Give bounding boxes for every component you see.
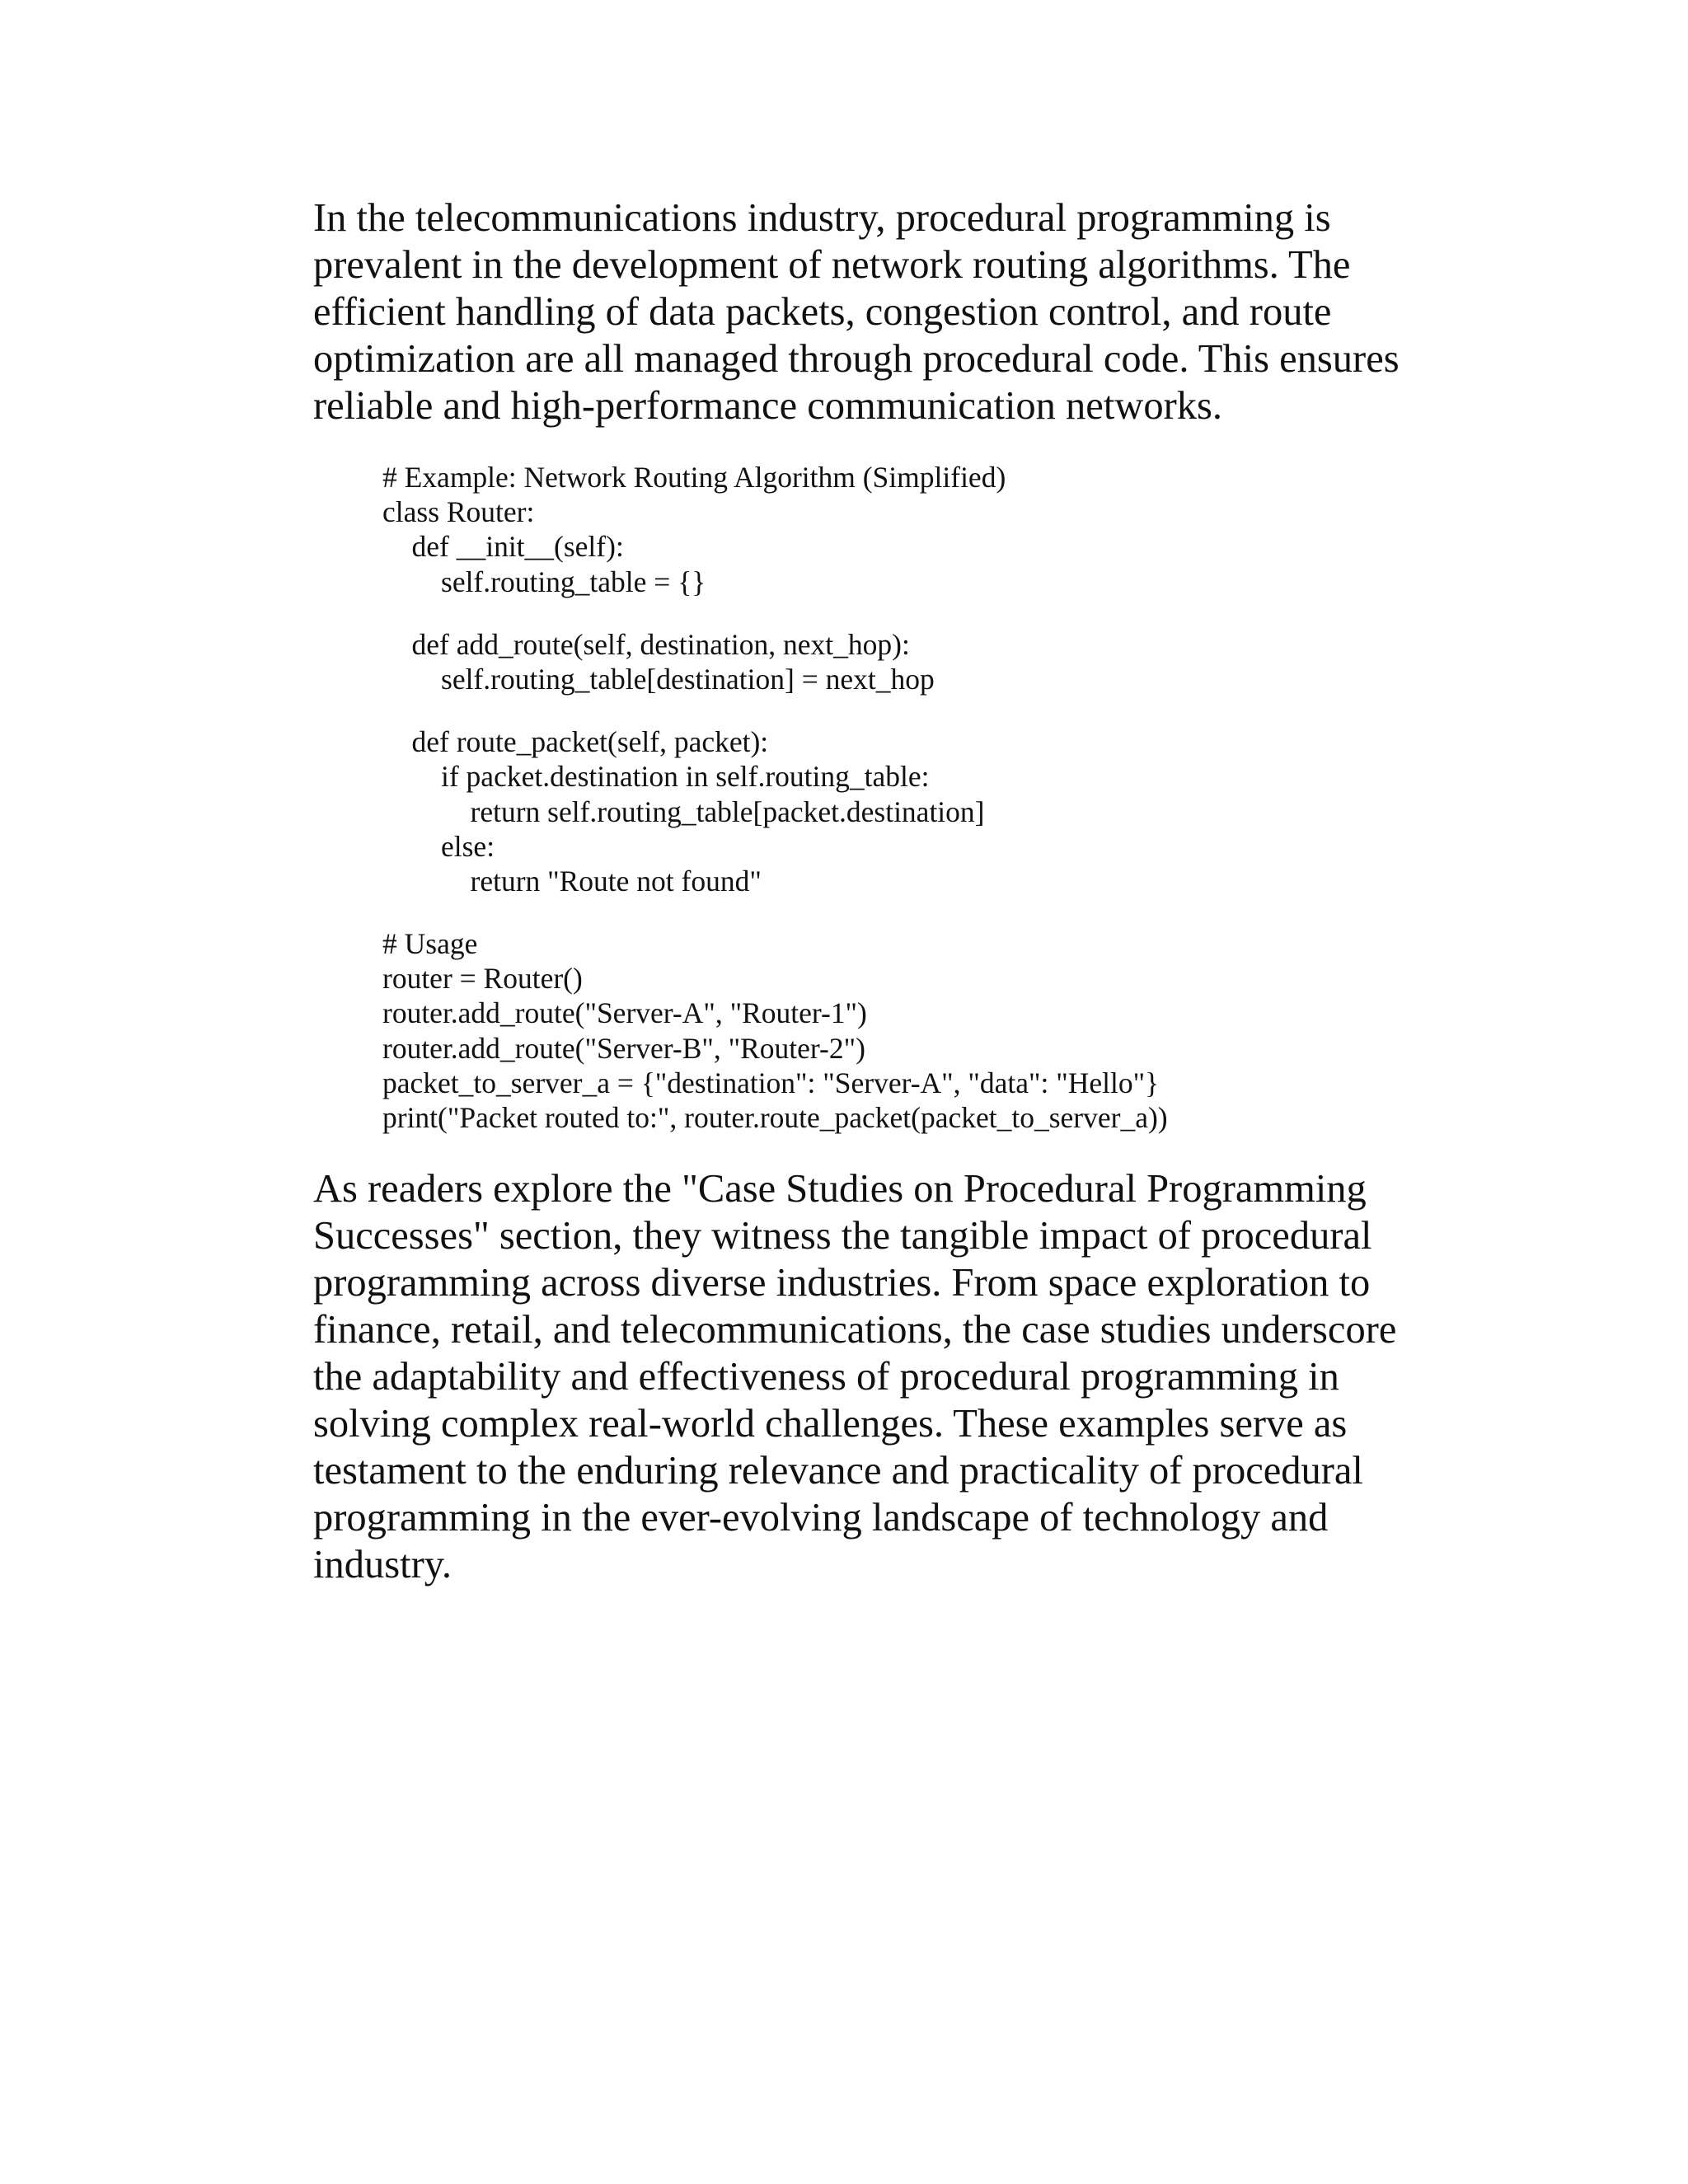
code-line: if packet.destination in self.routing_table: — [382, 760, 930, 794]
code-line: return "Route not found" — [382, 864, 762, 898]
code-example — [382, 460, 1289, 1135]
code-line: else: — [382, 829, 495, 863]
intro-paragraph: In the telecommunications industry, procedural programming is prevalent in the development of network routing algorithms. The efficient handling of data packets, congestion control, and route optimization are all managed through procedural code. This ensures reliable and high-performance communication networks. — [313, 196, 1400, 428]
code-line: def add_route(self, destination, next_hop): — [382, 627, 910, 661]
code-line: router.add_route("Server-A", "Router-1") — [382, 996, 867, 1030]
code-blank-line — [382, 696, 1289, 724]
code-line: self.routing_table[destination] = next_hop — [382, 662, 935, 696]
code-line: class Router: — [382, 495, 535, 529]
code-line: self.routing_table = {} — [382, 565, 706, 598]
code-line: print("Packet routed to:", router.route_packet(packet_to_server_a)) — [382, 1101, 1168, 1134]
code-line: router = Router() — [382, 962, 583, 996]
code-line: def route_packet(self, packet): — [382, 725, 769, 759]
code-line: def __init__(self): — [382, 530, 624, 564]
code-blank-line — [382, 898, 1289, 926]
code-line: router.add_route("Server-B", "Router-2") — [382, 1031, 865, 1065]
code-line: return self.routing_table[packet.destination] — [382, 794, 985, 828]
code-blank-line — [382, 599, 1289, 627]
code-line: packet_to_server_a = {"destination": "Server-A", "data": "Hello"} — [382, 1066, 1160, 1099]
code-line: # Example: Network Routing Algorithm (Simplified) — [382, 461, 1006, 494]
closing-paragraph: As readers explore the "Case Studies on Procedural Programming Successes" section, they witness the tangible impact of procedural programming across diverse industries. From space exploration to finance, retail, and telecommunications, the case studies underscore the adaptability and effectiveness of procedural programming in solving complex real-world challenges. These examples serve as testament to the enduring relevance and practicality of procedural programming in the ever-evolving landscape of technology and industry. — [313, 1167, 1397, 1586]
code-line: # Usage — [382, 927, 478, 961]
